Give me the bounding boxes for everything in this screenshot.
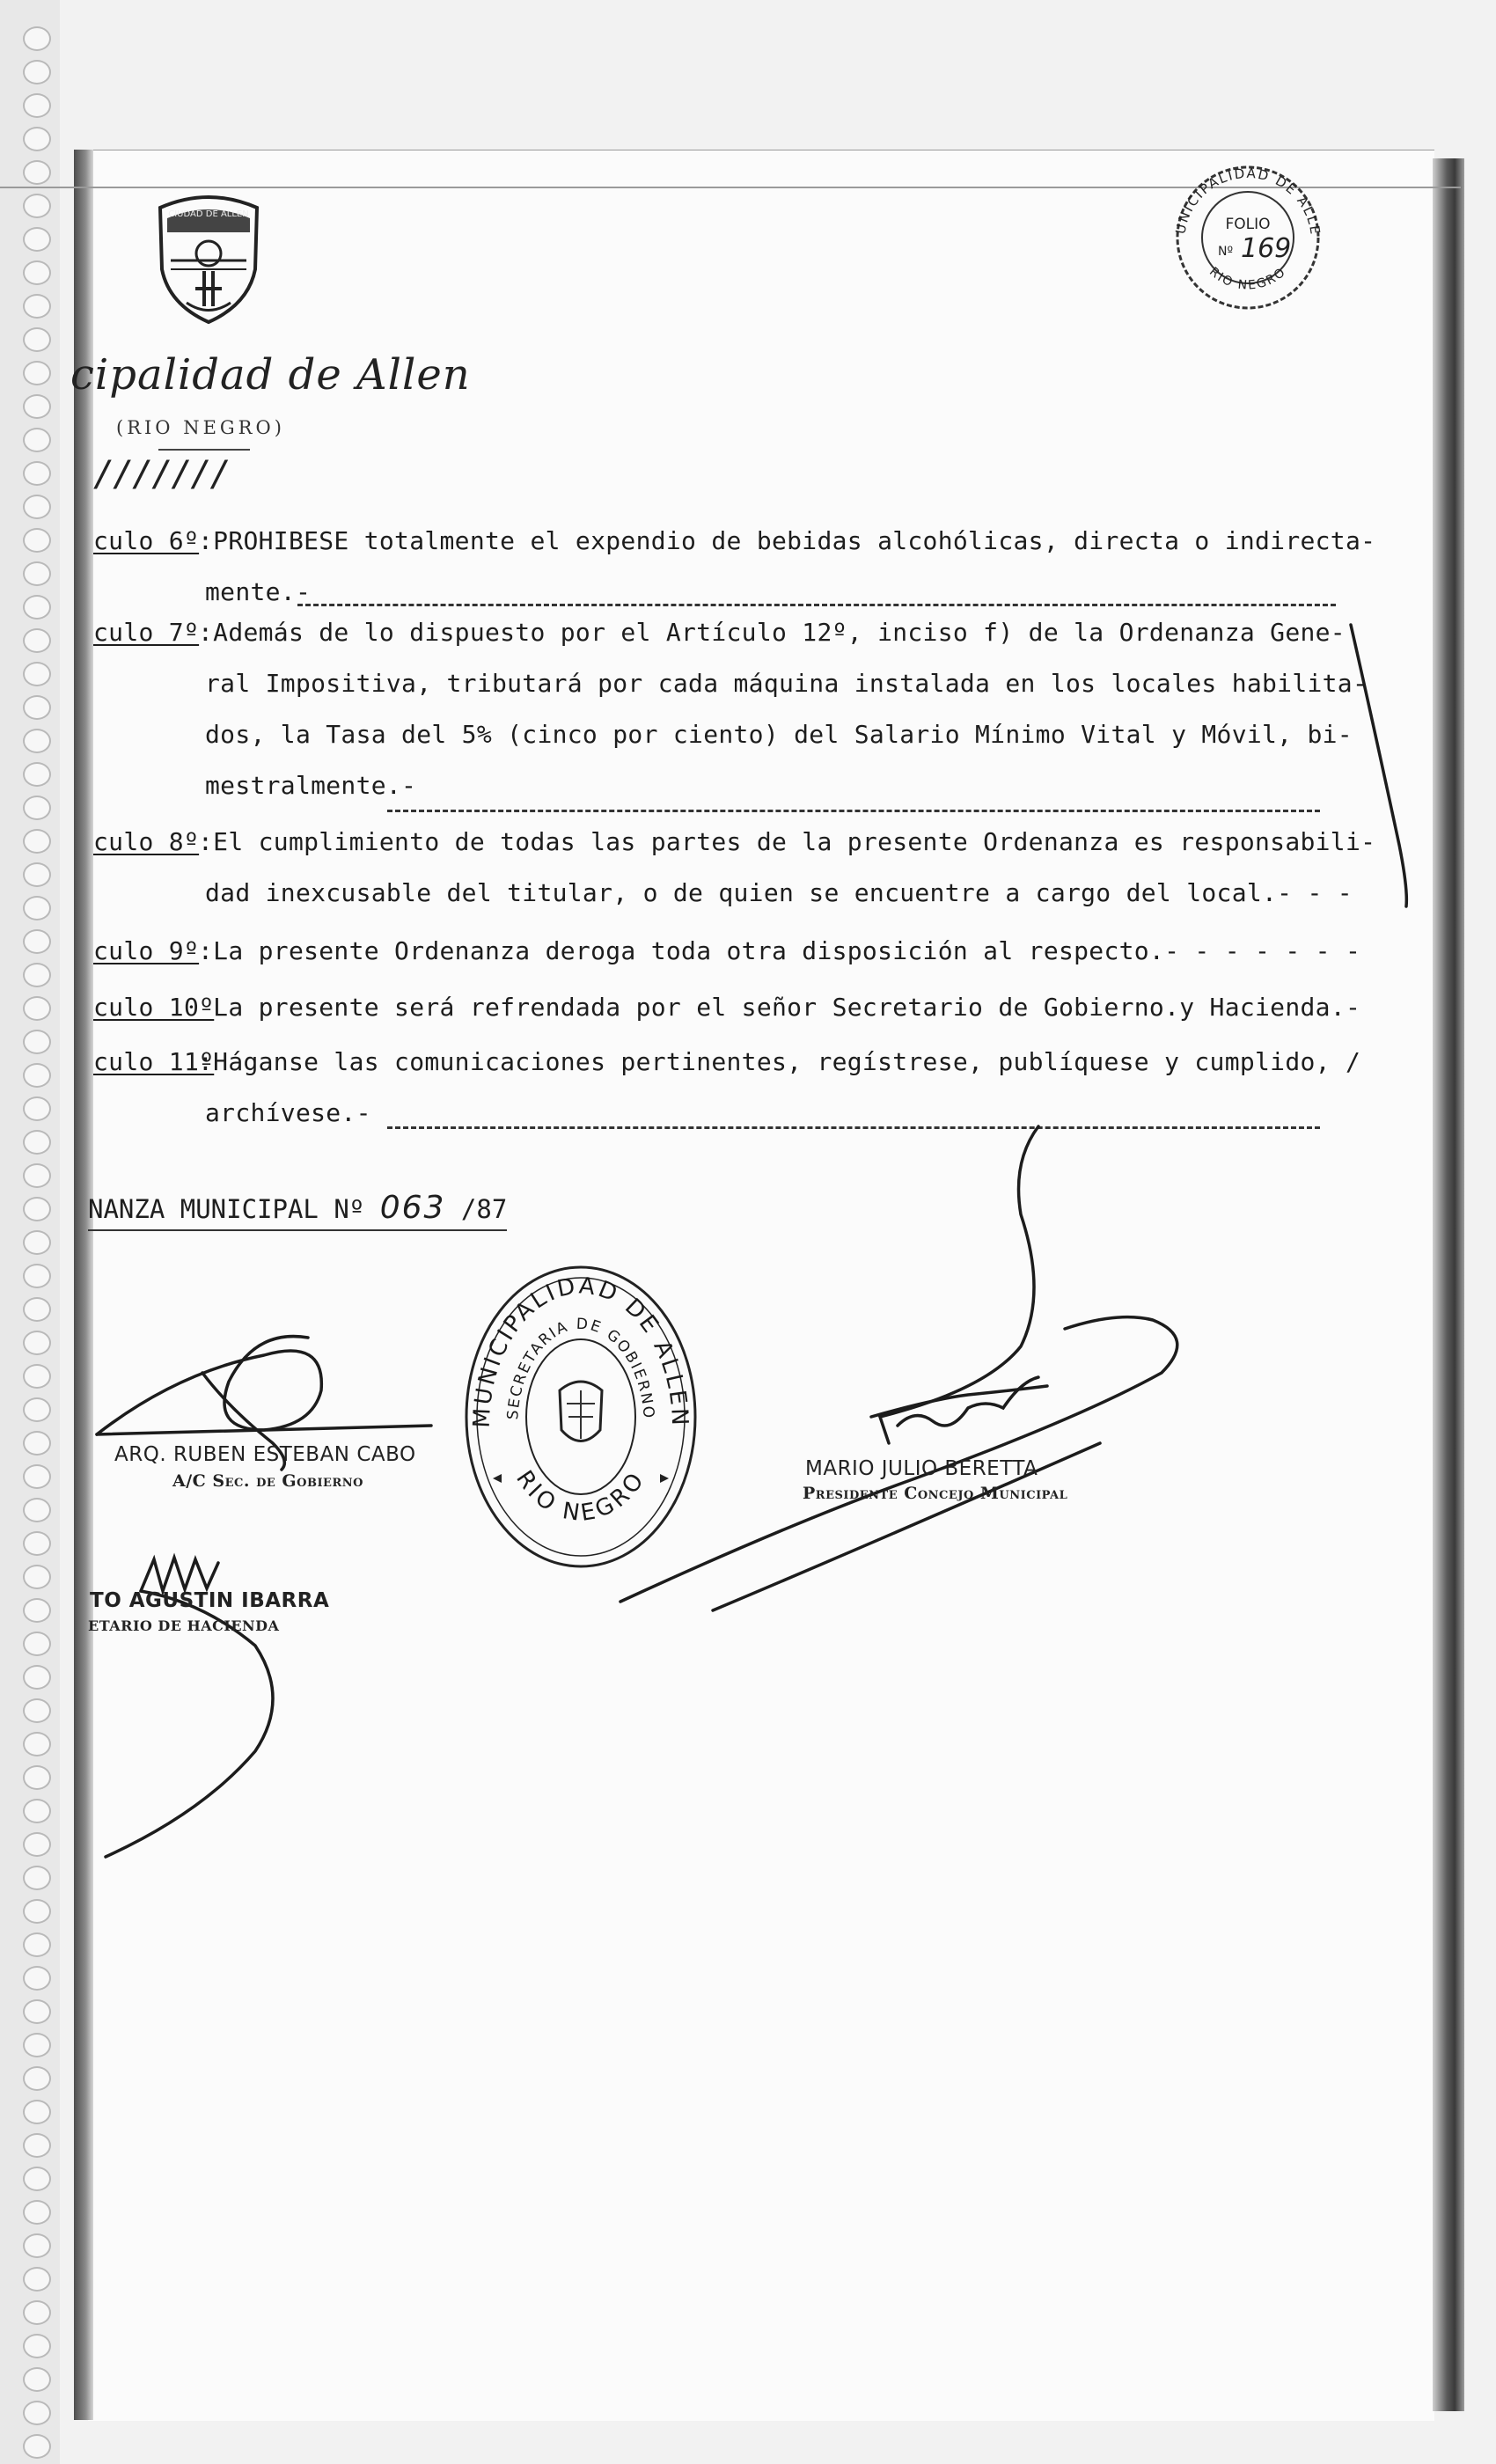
- binder-hole: [23, 2367, 51, 2392]
- binder-hole: [23, 561, 51, 586]
- signatory-cabo-name: ARQ. RUBEN ESTEBAN CABO: [114, 1443, 416, 1466]
- document-sheet: [88, 150, 1434, 2421]
- article-text-line: La presente será refrendada por el señor Secretario de Gobierno.y Hacienda.-: [198, 993, 1361, 1022]
- svg-text:RIO NEGRO: RIO NEGRO: [510, 1465, 651, 1528]
- binder-hole: [23, 2200, 51, 2225]
- binder-hole: [23, 1765, 51, 1790]
- binder-hole: [23, 2133, 51, 2158]
- signatory-beretta-role: Presidente Concejo Municipal: [803, 1484, 1068, 1503]
- binder-hole: [23, 1999, 51, 2024]
- svg-text:MUNICIPALIDAD DE ALLEN: MUNICIPALIDAD DE ALLEN: [468, 1272, 693, 1429]
- binder-hole: [23, 2167, 51, 2191]
- signatory-ibarra-name: TO AGUSTIN IBARRA: [90, 1589, 330, 1612]
- binder-hole: [23, 1030, 51, 1054]
- letterhead-rule: [158, 449, 250, 451]
- ordinance-prefix: NANZA MUNICIPAL Nº: [88, 1194, 380, 1224]
- binder-hole: [23, 1297, 51, 1322]
- binder-hole: [23, 26, 51, 51]
- binder-hole: [23, 796, 51, 820]
- svg-text:FOLIO: FOLIO: [1225, 216, 1271, 233]
- article-number: culo 9º: [93, 936, 200, 965]
- signatory-cabo-role: A/C Sec. de Gobierno: [172, 1471, 363, 1491]
- article-text-line: archívese.-: [205, 1098, 371, 1127]
- binder-hole: [23, 862, 51, 887]
- binder-hole: [23, 2233, 51, 2258]
- binder-hole: [23, 1665, 51, 1690]
- folio-stamp: [1160, 160, 1336, 313]
- ordinance-number: [88, 1190, 507, 1231]
- binder-hole: [23, 1364, 51, 1389]
- article-text-line: dad inexcusable del titular, o de quien se encuentre a cargo del local.- - -: [205, 878, 1353, 907]
- dash-fill-rule: [387, 810, 1320, 812]
- binder-hole: [23, 762, 51, 787]
- binder-hole: [23, 394, 51, 419]
- svg-text:RIO NEGRO: RIO NEGRO: [1206, 264, 1289, 293]
- ordinance-number-handwritten: 063: [379, 1190, 446, 1226]
- binder-hole: [23, 1565, 51, 1589]
- binder-hole: [23, 428, 51, 452]
- binder-hole: [23, 1431, 51, 1456]
- article-number: culo 11º: [93, 1047, 215, 1076]
- sheet-left-shadow: [74, 150, 93, 2420]
- article-number: culo 6º: [93, 526, 200, 555]
- binder-hole: [23, 2401, 51, 2425]
- binder-hole: [23, 294, 51, 319]
- svg-text:169: 169: [1241, 233, 1292, 264]
- dash-fill-rule: [387, 1126, 1320, 1129]
- binder-hole: [23, 2100, 51, 2124]
- binder-hole: [23, 495, 51, 519]
- binder-hole: [23, 963, 51, 987]
- binder-hole: [23, 1397, 51, 1422]
- binder-hole: [23, 1331, 51, 1355]
- binder-hole: [23, 2334, 51, 2358]
- article-text-line: dos, la Tasa del 5% (cinco por ciento) del Salario Mínimo Vital y Móvil, bi-: [205, 720, 1353, 749]
- binder-hole: [23, 227, 51, 252]
- binder-hole: [23, 729, 51, 753]
- binder-hole: [23, 2300, 51, 2325]
- binder-hole: [23, 628, 51, 653]
- binder-hole: [23, 595, 51, 620]
- binder-hole: [23, 662, 51, 686]
- sheet-right-shadow: [1433, 158, 1464, 2411]
- binder-hole: [23, 93, 51, 118]
- binder-hole: [23, 528, 51, 553]
- binder-hole: [23, 829, 51, 854]
- binder-hole: [23, 1932, 51, 1957]
- binder-hole: [23, 1632, 51, 1656]
- binder-hole: [23, 896, 51, 920]
- ordinance-year: /87: [445, 1194, 508, 1224]
- svg-text:MUNICIPALIDAD DE ALLEN: UNICIPALIDAD DE ALLE: [1172, 165, 1324, 238]
- binder-hole: [23, 1130, 51, 1155]
- article-text-line: :El cumplimiento de todas las partes de la presente Ordenanza es responsabili-: [198, 827, 1376, 856]
- article-text-line: ral Impositiva, tributará por cada máquina instalada en los locales habilita-: [205, 669, 1368, 698]
- svg-text:CIUDAD DE ALLEN: CIUDAD DE ALLEN: [168, 209, 249, 219]
- binder-hole: [23, 1464, 51, 1489]
- binder-hole: [23, 1866, 51, 1890]
- binder-hole: [23, 929, 51, 954]
- municipal-crest-icon: [151, 190, 266, 334]
- binder-hole: [23, 127, 51, 151]
- province-name: (RIO NEGRO): [116, 417, 285, 438]
- binder-hole: [23, 194, 51, 218]
- binder-hole: [23, 1096, 51, 1121]
- binder-hole: [23, 260, 51, 285]
- signatory-beretta-name: MARIO JULIO BERETTA: [805, 1457, 1038, 1480]
- binder-hole: [23, 2434, 51, 2459]
- binder-hole: [23, 1899, 51, 1924]
- binder-hole: [23, 1832, 51, 1857]
- municipality-name: cipalidad de Allen: [70, 350, 471, 400]
- article-text-line: :PROHIBESE totalmente el expendio de bebidas alcohólicas, directa o indirecta-: [198, 526, 1376, 555]
- svg-text:SECRETARIA DE GOBIERNO: SECRETARIA DE GOBIERNO: [504, 1315, 658, 1421]
- binder-hole: [23, 1498, 51, 1522]
- binder-hole: [23, 327, 51, 352]
- binder-hole: [23, 1063, 51, 1088]
- binder-hole: [23, 2033, 51, 2057]
- article-number: culo 8º: [93, 827, 200, 856]
- article-number: culo 7º: [93, 618, 200, 647]
- binder-hole: [23, 996, 51, 1021]
- article-text-line: :La presente Ordenanza deroga toda otra disposición al respecto.- - - - - - -: [198, 936, 1361, 965]
- article-number: culo 10º: [93, 993, 215, 1022]
- binder-hole: [23, 1197, 51, 1221]
- binder-strip: [0, 0, 60, 2464]
- binder-hole: [23, 1264, 51, 1288]
- binder-hole: [23, 1732, 51, 1756]
- binder-hole: [23, 1966, 51, 1991]
- article-text-line: :Además de lo dispuesto por el Artículo 12º, inciso f) de la Ordenanza Gene-: [198, 618, 1346, 647]
- binder-hole: [23, 1531, 51, 1556]
- binder-hole: [23, 1163, 51, 1188]
- slash-marker: ///////: [93, 454, 230, 495]
- article-text-line: mente.-: [205, 577, 312, 606]
- secretaria-gobierno-seal: [458, 1258, 704, 1579]
- binder-hole: [23, 1698, 51, 1723]
- binder-hole: [23, 160, 51, 185]
- binder-hole: [23, 461, 51, 486]
- binder-hole: [23, 1598, 51, 1623]
- binder-hole: [23, 695, 51, 720]
- article-text-line: mestralmente.-: [205, 771, 417, 800]
- article-text-line: :Háganse las comunicaciones pertinentes, regístrese, publíquese y cumplido, /: [198, 1047, 1361, 1076]
- binder-hole: [23, 1230, 51, 1255]
- binder-hole: [23, 2066, 51, 2091]
- binder-hole: [23, 1799, 51, 1823]
- dash-fill-rule: [297, 604, 1336, 606]
- binder-hole: [23, 361, 51, 385]
- binder-hole: [23, 2267, 51, 2292]
- binder-hole: [23, 60, 51, 84]
- svg-text:Nº: Nº: [1218, 245, 1234, 259]
- signatory-ibarra-role: ETARIO DE HACIENDA: [88, 1617, 280, 1634]
